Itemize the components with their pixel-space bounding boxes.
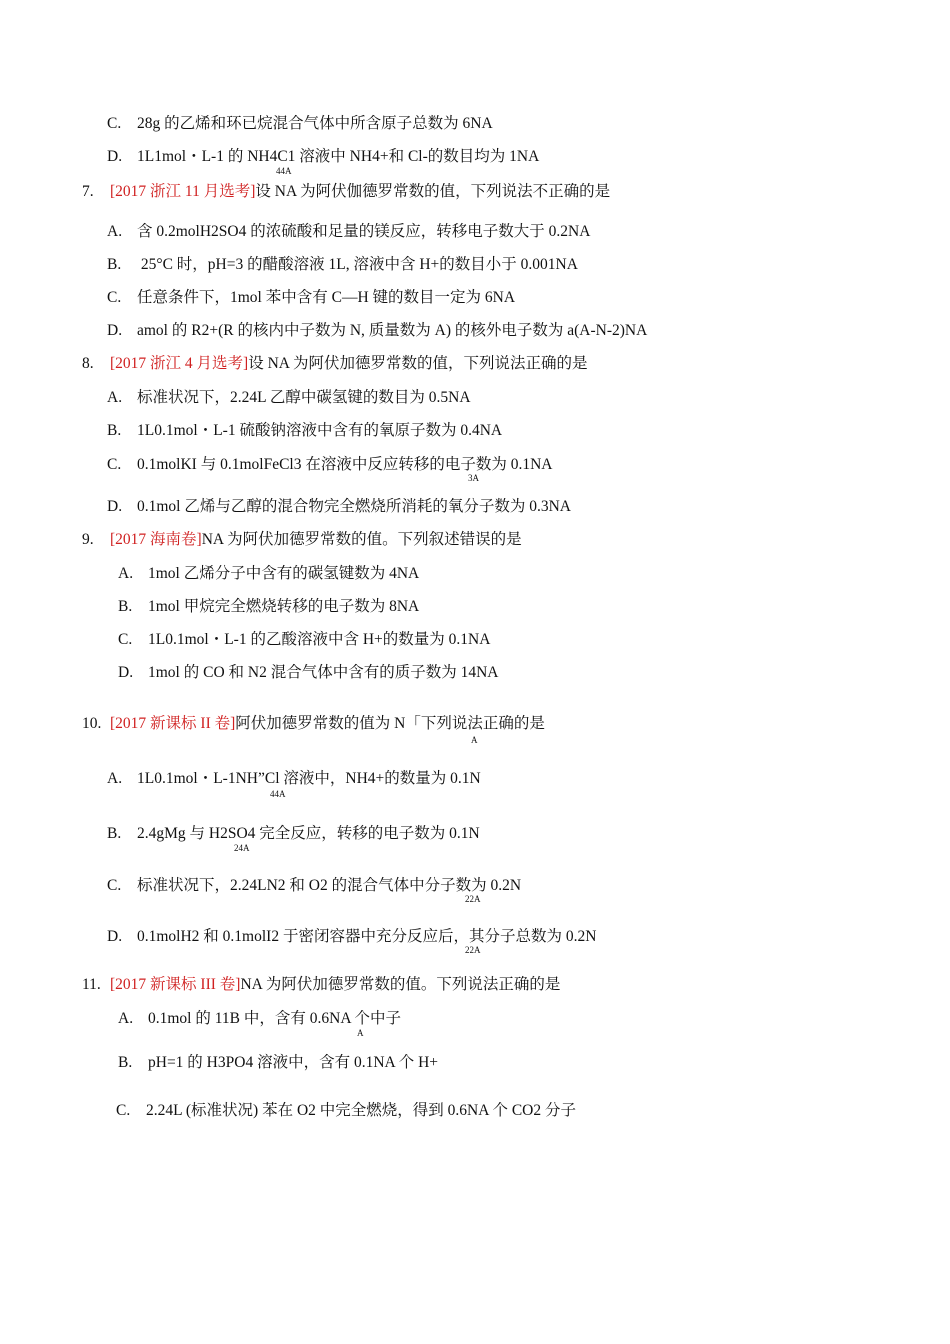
option-row — [118, 1009, 401, 1029]
option-row — [107, 388, 471, 408]
question-number: 11. — [82, 976, 101, 993]
option-label: A. — [118, 565, 134, 582]
question-text: NA 为阿伏加德罗常数的值。下列说法正确的是 — [240, 976, 561, 993]
option-row — [107, 255, 578, 275]
question-source: [2017 新课标 III 卷] — [110, 976, 241, 993]
question-source: [2017 浙江 4 月选考] — [110, 355, 249, 372]
question-number: 7. — [82, 183, 94, 200]
option-text: 25°C 时，pH=3 的醋酸溶液 1L, 溶液中含 H+的数目小于 0.001NA — [137, 256, 578, 273]
question-number: 9. — [82, 531, 94, 548]
option-label: C. — [107, 456, 122, 473]
option-text: 含 0.2molH2SO4 的浓硫酸和足量的镁反应，转移电子数大于 0.2NA — [137, 223, 591, 240]
option-row — [107, 824, 480, 844]
option-row — [107, 288, 515, 308]
option-label: B. — [107, 422, 122, 439]
option-row — [107, 455, 553, 475]
option-row — [107, 222, 590, 242]
question-text: 阿伏加德罗常数的值为 N「下列说法正确的是 — [235, 715, 545, 732]
option-row — [118, 597, 419, 617]
option-text: 标准状况下，2.24LN2 和 O2 的混合气体中分子数为 0.2N — [137, 877, 522, 894]
option-text: 0.1mol 乙烯与乙醇的混合物完全燃烧所消耗的氧分子数为 0.3NA — [137, 498, 572, 515]
option-label: A. — [107, 770, 123, 787]
option-row — [107, 876, 521, 896]
question-source: [2017 新课标 II 卷] — [110, 715, 236, 732]
question-text: 设 NA 为阿伏伽德罗常数的值，下列说法不正确的是 — [255, 183, 611, 200]
question-source: [2017 海南卷] — [110, 531, 202, 548]
option-label: D. — [107, 498, 123, 515]
question-7 — [82, 182, 610, 202]
option-label: C. — [107, 115, 122, 132]
option-text: 28g 的乙烯和环已烷混合气体中所含原子总数为 6NA — [137, 115, 493, 132]
option-text: 0.1molH2 和 0.1molI2 于密闭容器中充分反应后，其分子总数为 0.2N — [137, 928, 597, 945]
question-text: NA 为阿伏加德罗常数的值。下列叙述错误的是 — [201, 531, 522, 548]
option-text: amol 的 R2+(R 的核内中子数为 N, 质量数为 A) 的核外电子数为 a(A-N-2)NA — [137, 322, 648, 339]
option-text: 1L0.1mol・L-1NH”Cl 溶液中，NH4+的数量为 0.1N — [137, 770, 481, 787]
option-label: D. — [107, 322, 123, 339]
subscript-fragment: 22A — [465, 945, 481, 955]
option-label: A. — [107, 223, 123, 240]
option-label: C. — [107, 877, 122, 894]
option-row — [107, 321, 647, 341]
option-text: 1mol 乙烯分子中含有的碳氢键数为 4NA — [148, 565, 420, 582]
question-number: 10. — [82, 715, 102, 732]
option-text: 1mol 甲烷完全燃烧转移的电子数为 8NA — [148, 598, 420, 615]
question-number: 8. — [82, 355, 94, 372]
option-label: C. — [116, 1102, 131, 1119]
option-label: A. — [118, 1010, 134, 1027]
subscript-fragment: 3A — [468, 473, 479, 483]
option-row — [118, 564, 419, 584]
option-row — [107, 147, 539, 167]
option-row — [107, 114, 493, 134]
option-text: 0.1mol 的 11B 中，含有 0.6NA 个中子 — [148, 1010, 402, 1027]
subscript-fragment: A — [357, 1028, 364, 1038]
option-text: 1L1mol・L-1 的 NH4C1 溶液中 NH4+和 Cl-的数目均为 1NA — [137, 148, 540, 165]
option-text: pH=1 的 H3PO4 溶液中，含有 0.1NA 个 H+ — [148, 1054, 439, 1071]
question-source: [2017 浙江 11 月选考] — [110, 183, 256, 200]
option-row — [107, 927, 596, 947]
question-text: 设 NA 为阿伏加德罗常数的值，下列说法正确的是 — [248, 355, 588, 372]
subscript-fragment: 44A — [276, 166, 292, 176]
option-row — [118, 663, 498, 683]
option-text: 标准状况下，2.24L 乙醇中碳氢键的数目为 0.5NA — [137, 389, 471, 406]
option-text: 2.4gMg 与 H2SO4 完全反应，转移的电子数为 0.1N — [137, 825, 480, 842]
option-label: D. — [107, 928, 123, 945]
option-label: C. — [118, 631, 133, 648]
option-row — [107, 497, 571, 517]
question-11 — [82, 975, 560, 995]
option-text: 1mol 的 CO 和 N2 混合气体中含有的质子数为 14NA — [148, 664, 499, 681]
subscript-fragment: 22A — [465, 894, 481, 904]
option-text: 0.1molKI 与 0.1molFeCl3 在溶液中反应转移的电子数为 0.1NA — [137, 456, 553, 473]
question-8 — [82, 354, 588, 374]
option-text: 2.24L (标准状况) 苯在 O2 中完全燃烧，得到 0.6NA 个 CO2 分子 — [146, 1102, 576, 1119]
question-10 — [82, 714, 545, 734]
option-label: D. — [118, 664, 134, 681]
option-label: A. — [107, 389, 123, 406]
option-row — [107, 421, 502, 441]
option-text: 1L0.1mol・L-1 硫酸钠溶液中含有的氧原子数为 0.4NA — [137, 422, 503, 439]
subscript-fragment: 44A — [270, 789, 286, 799]
option-label: D. — [107, 148, 123, 165]
option-row — [118, 630, 490, 650]
option-text: 1L0.1mol・L-1 的乙酸溶液中含 H+的数量为 0.1NA — [148, 631, 491, 648]
option-row — [118, 1053, 438, 1073]
option-text: 任意条件下，1mol 苯中含有 C—H 键的数目一定为 6NA — [137, 289, 516, 306]
option-row — [107, 769, 481, 789]
option-label: C. — [107, 289, 122, 306]
subscript-fragment: 24A — [234, 843, 250, 853]
subscript-fragment: A — [471, 735, 478, 745]
option-label: B. — [107, 825, 122, 842]
question-9 — [82, 530, 522, 550]
option-label: B. — [118, 598, 133, 615]
option-label: B. — [107, 256, 122, 273]
option-row — [116, 1101, 576, 1121]
option-label: B. — [118, 1054, 133, 1071]
